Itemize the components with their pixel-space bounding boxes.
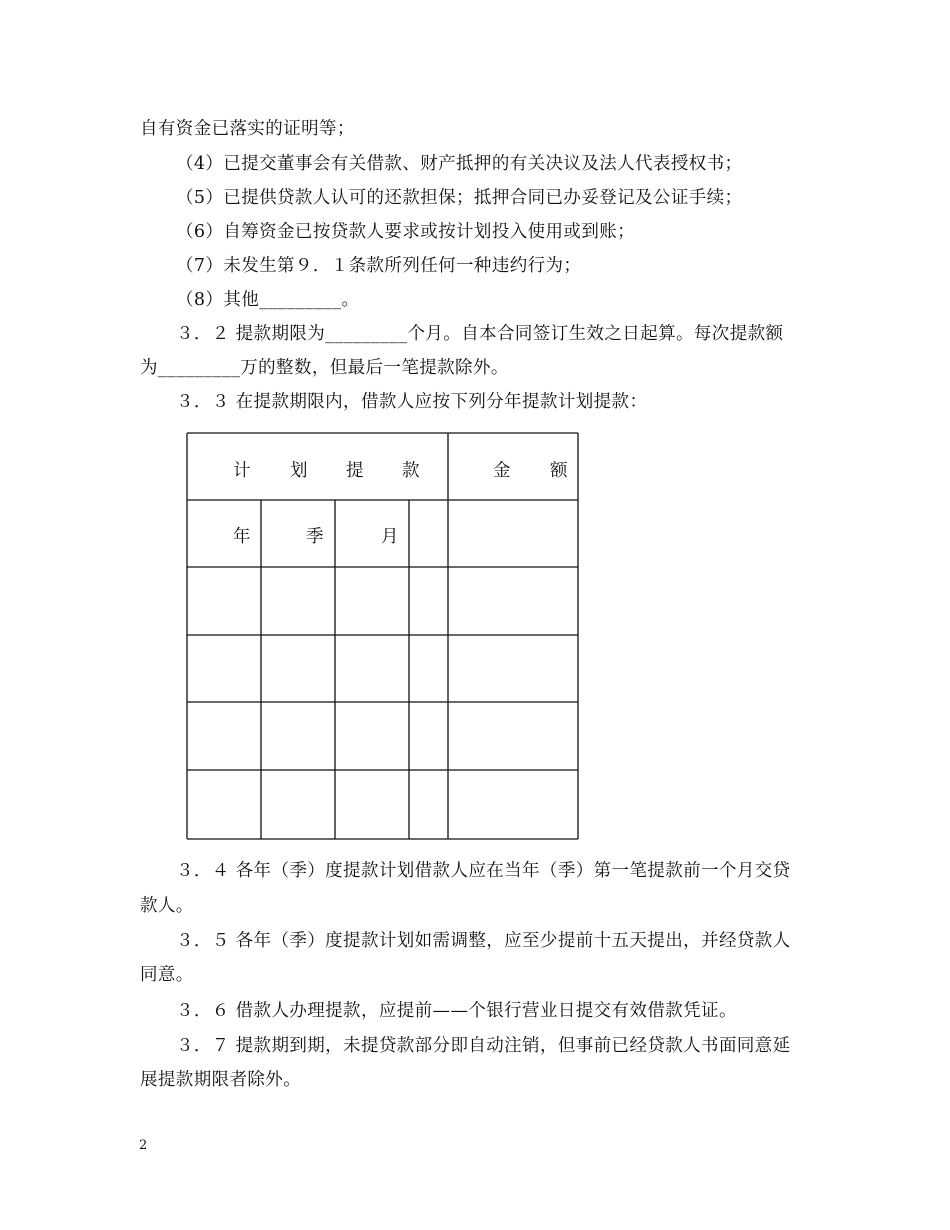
page-number: 2 (139, 1138, 148, 1153)
clause-3-5-line1: ３．５ 各年（季）度提款计划如需调整，应至少提前十五天提出，并经贷款人 (176, 931, 791, 951)
drawdown-plan-table (180, 427, 600, 847)
clause-3-3: ３．３ 在提款期限内，借款人应按下列分年提款计划提款： (176, 392, 648, 412)
clause-3-7-line2: 展提款期限者除外。 (140, 1070, 302, 1090)
condition-5: （5）已提供贷款人认可的还款担保；抵押合同已办妥登记及公证手续； (176, 188, 743, 208)
header-plan-char-3: 提 (346, 461, 364, 481)
clause-3-4-line1: ３．４ 各年（季）度提款计划借款人应在当年（季）第一笔提款前一个月交贷 (176, 861, 791, 881)
clause-3-4-line2: 款人。 (140, 896, 194, 916)
condition-4: （4）已提交董事会有关借款、财产抵押的有关决议及法人代表授权书； (176, 154, 743, 174)
header-amount-char-1: 金 (493, 461, 511, 481)
condition-8: （8）其他_________。 (176, 290, 360, 310)
clause-3-5-line2: 同意。 (140, 965, 194, 985)
subheader-quarter: 季 (306, 527, 324, 547)
table-header (233, 460, 568, 481)
header-plan-char-4: 款 (402, 461, 420, 481)
clause-3-2-line2: 为_________万的整数，但最后一笔提款除外。 (140, 358, 509, 378)
header-plan-char-2: 划 (290, 461, 308, 481)
paragraph-proof-of-funds: 自有资金已落实的证明等； (140, 119, 355, 139)
clause-3-7-line1: ３．７ 提款期到期，未提贷款部分即自动注销，但事前已经贷款人书面同意延 (176, 1036, 791, 1056)
header-plan-char-1: 计 (233, 461, 251, 481)
table-subheader (233, 526, 399, 547)
clause-3-6: ３．６ 借款人办理提款，应提前——个银行营业日提交有效借款凭证。 (176, 1001, 737, 1021)
condition-6: （6）自筹资金已按贷款人要求或按计划投入使用或到账； (176, 222, 636, 242)
subheader-year: 年 (233, 527, 251, 547)
clause-3-2-line1: ３．２ 提款期限为_________个月。自本合同签订生效之日起算。每次提款额 (176, 324, 784, 344)
header-amount-char-2: 额 (550, 461, 568, 481)
subheader-month: 月 (381, 527, 399, 547)
condition-7: （7）未发生第９．１条款所列任何一种违约行为； (176, 256, 582, 276)
